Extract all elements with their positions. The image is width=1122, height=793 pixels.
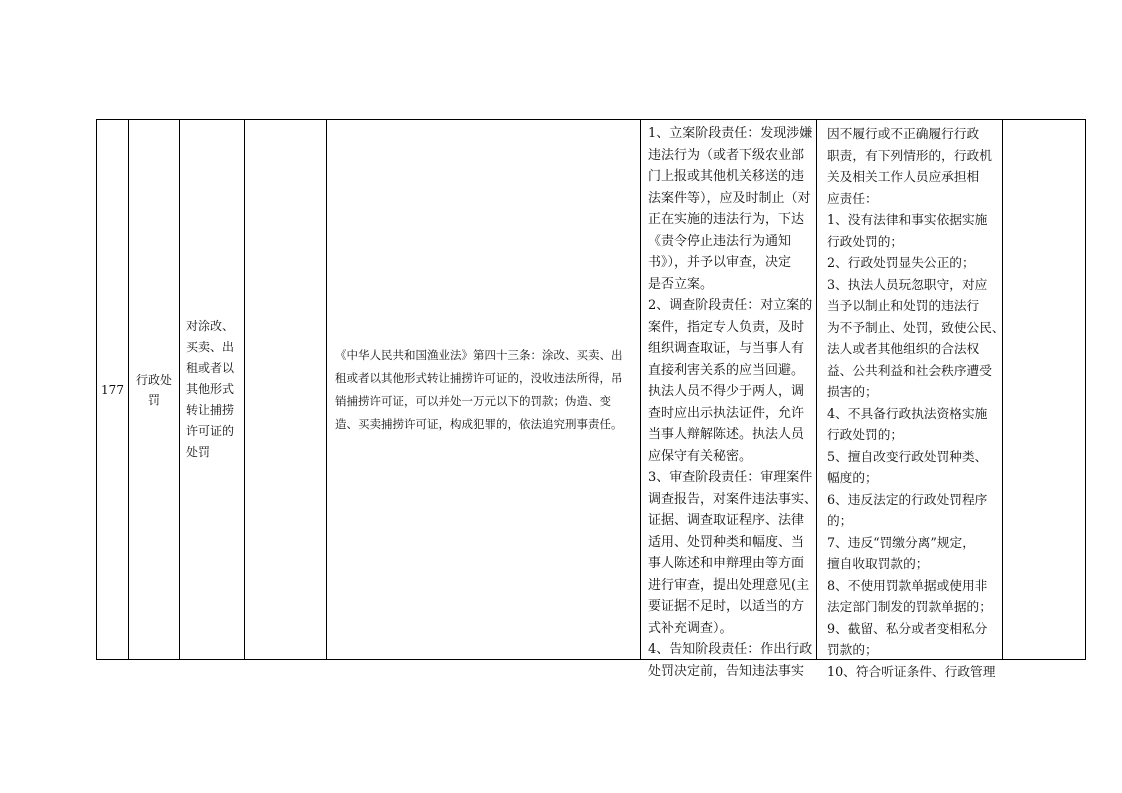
accountability-cell (817, 120, 1005, 679)
accountability-line: 擅自收取罚款的； (827, 556, 929, 571)
responsibility-line: 案件，指定专人负责，及时 (648, 319, 805, 335)
responsibility-cell (641, 120, 818, 679)
accountability-line: 为不予制止、处罚，致使公民、 (827, 319, 1005, 335)
responsibility-line: 当事人辩解陈述。执法人员 (648, 427, 805, 442)
responsibility-line: 书》），并予以审查，决定 (648, 255, 792, 270)
sub-item-cell (245, 120, 326, 659)
accountability-line: 关及相关工作人员应承担相 (827, 169, 980, 184)
responsibility-line: 正在实施的违法行为，下达 (648, 212, 805, 227)
accountability-line: 9、截留、私分或者变相私分 (827, 620, 988, 636)
table-row (96, 119, 1086, 679)
accountability-line: 法人或者其他组织的合法权 (827, 341, 980, 356)
remarks-cell (1003, 120, 1085, 659)
accountability-line: 2、行政处罚显失公正的； (827, 255, 975, 270)
accountability-line: 幅度的； (827, 470, 878, 485)
accountability-line: 10、符合听证条件、行政管理 (827, 663, 996, 679)
accountability-line: 1、没有法律和事实依据实施 (827, 212, 988, 227)
responsibility-line: 3、审查阶段责任：审理案件 (648, 470, 813, 485)
responsibility-line: 《责令停止违法行为通知 (648, 233, 792, 249)
responsibility-line: 直接利害关系的应当回避。 (648, 362, 805, 378)
category-cell (129, 120, 179, 659)
responsibility-line: 1、立案阶段责任：发现涉嫌 (648, 126, 813, 141)
accountability-line: 行政处罚的； (827, 427, 904, 442)
accountability-line: 的； (827, 513, 853, 528)
accountability-line: 职责，有下列情形的，行政机 (827, 147, 992, 163)
row-number-cell (97, 120, 128, 659)
responsibility-line: 调查报告，对案件违法事实、 (648, 491, 818, 507)
responsibility-line: 门上报或其他机关移送的违 (648, 169, 805, 184)
accountability-line: 3、执法人员玩忽职守，对应 (827, 276, 988, 292)
responsibility-line: 4、告知阶段责任：作出行政 (648, 642, 813, 657)
accountability-line: 因不履行或不正确履行行政 (827, 126, 980, 141)
responsibility-line: 进行审查，提出处理意见(主 (648, 577, 810, 593)
responsibility-line: 证据、调查取证程序、法律 (648, 513, 805, 528)
accountability-line: 当予以制止和处罚的违法行 (827, 298, 980, 313)
accountability-line: 5、擅自改变行政处罚种类、 (827, 448, 988, 464)
accountability-line: 行政处罚的； (827, 233, 904, 249)
accountability-line: 应责任： (827, 190, 878, 206)
responsibility-line: 法案件等），应及时制止（对 (648, 190, 811, 206)
responsibility-line: 查时应出示执法证件，允许 (648, 405, 805, 421)
row-number: 177 (101, 382, 124, 397)
responsibility-line: 2、调查阶段责任：对立案的 (648, 298, 813, 313)
accountability-line: 6、违反法定的行政处罚程序 (827, 491, 988, 507)
responsibility-line: 组织调查取证，与当事人有 (648, 341, 805, 356)
responsibility-line: 应保守有关秘密。 (648, 448, 753, 464)
legal-basis-text: 《中华人民共和国渔业法》第四十三条：涂改、买卖、出租或者以其他形式转让捕捞许可证的，没收违法所得，吊销捕捞许可证，可以并处一万元以下的罚款；伪造、变造、买卖捕捞许可证，构成犯罪的，依法追究刑事责任。 (335, 347, 623, 431)
category-text: 行政处罚 (135, 372, 172, 407)
responsibility-line: 是否立案。 (648, 276, 714, 292)
item-name-cell (180, 120, 244, 659)
responsibility-line: 适用、处罚种类和幅度、当 (648, 534, 805, 550)
accountability-line: 罚款的； (827, 642, 878, 657)
responsibility-line: 处罚决定前，告知违法事实 (648, 663, 805, 679)
accountability-line: 8、不使用罚款单据或使用非 (827, 577, 988, 593)
accountability-line: 益、公共利益和社会秩序遭受 (827, 362, 992, 378)
accountability-line: 7、违反“罚缴分离”规定， (827, 534, 975, 550)
responsibility-line: 违法行为（或者下级农业部 (648, 147, 805, 163)
accountability-line: 4、不具备行政执法资格实施 (827, 405, 988, 421)
item-name-text: 对涂改、买卖、出租或者以其他形式转让捕捞许可证的处罚 (186, 319, 235, 459)
accountability-line: 法定部门制发的罚款单据的； (827, 599, 992, 614)
responsibility-line: 执法人员不得少于两人，调 (648, 384, 805, 399)
legal-basis-cell (327, 120, 640, 659)
responsibility-line: 要证据不足时，以适当的方 (648, 599, 805, 614)
accountability-line: 损害的； (827, 384, 878, 399)
responsibility-line: 式补充调查）。 (648, 620, 733, 636)
responsibility-line: 事人陈述和申辩理由等方面 (648, 556, 805, 571)
